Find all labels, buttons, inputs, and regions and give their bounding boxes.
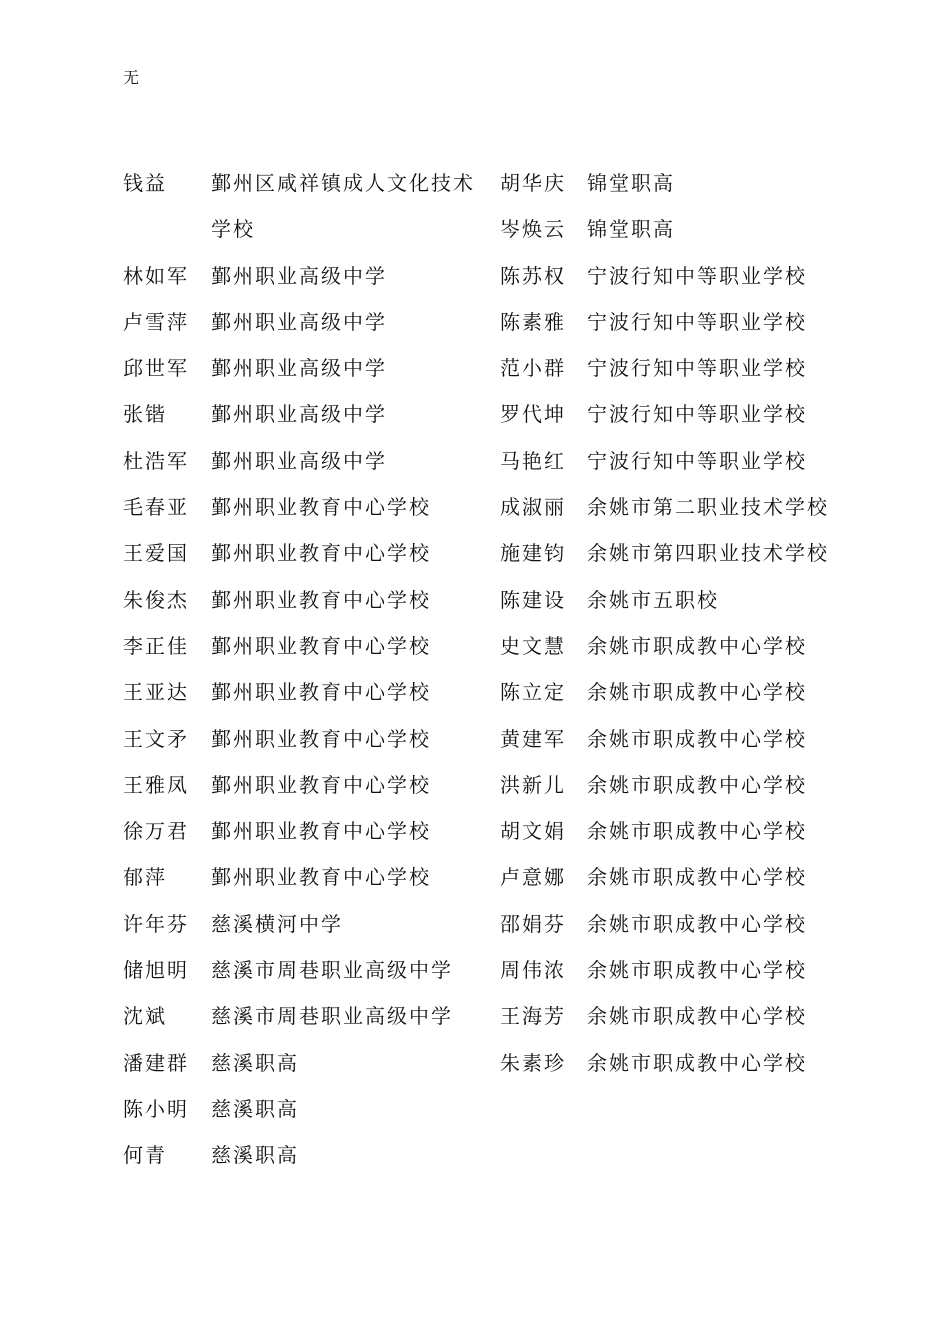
school-name: 余姚市职成教中心学校 [587, 1004, 807, 1029]
list-item [123, 1086, 483, 1132]
list-item [123, 438, 483, 484]
list-item [500, 438, 830, 484]
person-name: 王爱国 [123, 541, 189, 566]
list-item [500, 854, 830, 900]
school-name: 宁波行知中等职业学校 [587, 263, 807, 288]
person-name: 马艳红 [500, 448, 566, 473]
person-name: 胡文娟 [500, 819, 566, 844]
person-name: 张锴 [123, 402, 167, 427]
school-name: 鄞州职业高级中学 [211, 356, 387, 381]
list-item [500, 484, 830, 530]
list-item [123, 947, 483, 993]
school-name: 鄞州职业教育中心学校 [211, 865, 431, 890]
school-name: 慈溪职高 [211, 1096, 299, 1121]
school-name: 鄞州职业教育中心学校 [211, 819, 431, 844]
school-name: 余姚市第四职业技术学校 [587, 541, 829, 566]
person-name: 陈苏权 [500, 263, 566, 288]
person-name: 朱素珍 [500, 1050, 566, 1075]
person-name: 王亚达 [123, 680, 189, 705]
school-name: 慈溪职高 [211, 1143, 299, 1168]
person-name: 杜浩军 [123, 448, 189, 473]
person-name: 史文慧 [500, 633, 566, 658]
school-name: 鄞州职业教育中心学校 [211, 587, 431, 612]
list-item [123, 530, 483, 576]
school-name: 鄞州职业教育中心学校 [211, 541, 431, 566]
list-item [123, 762, 483, 808]
school-name: 余姚市职成教中心学校 [587, 772, 807, 797]
list-item [500, 299, 830, 345]
person-name: 岑焕云 [500, 217, 566, 242]
school-name: 宁波行知中等职业学校 [587, 448, 807, 473]
person-name: 王文矛 [123, 726, 189, 751]
list-item [500, 206, 830, 252]
person-name: 陈立定 [500, 680, 566, 705]
person-name: 徐万君 [123, 819, 189, 844]
person-name: 邵娟芬 [500, 911, 566, 936]
person-name: 范小群 [500, 356, 566, 381]
list-item [123, 669, 483, 715]
school-name: 锦堂职高 [587, 171, 675, 195]
person-name: 朱俊杰 [123, 587, 189, 612]
list-item [123, 253, 483, 299]
school-name: 余姚市职成教中心学校 [587, 911, 807, 936]
school-name: 宁波行知中等职业学校 [587, 402, 807, 427]
school-name: 余姚市职成教中心学校 [587, 958, 807, 983]
list-item [500, 160, 830, 206]
person-name: 周伟浓 [500, 958, 566, 983]
school-name: 宁波行知中等职业学校 [587, 356, 807, 381]
list-item [123, 345, 483, 391]
school-name: 慈溪市周巷职业高级中学 [211, 1004, 453, 1029]
person-name: 陈建设 [500, 587, 566, 612]
list-item [123, 577, 483, 623]
school-name: 余姚市职成教中心学校 [587, 726, 807, 751]
person-name: 毛春亚 [123, 495, 189, 520]
list-item [123, 391, 483, 437]
list-item [123, 1040, 483, 1086]
list-item [123, 484, 483, 530]
list-item [500, 253, 830, 299]
person-name: 胡华庆 [500, 171, 566, 195]
school-name: 鄞州职业教育中心学校 [211, 726, 431, 751]
person-name: 卢意娜 [500, 865, 566, 890]
school-name: 慈溪职高 [211, 1050, 299, 1075]
school-name: 鄞州职业高级中学 [211, 448, 387, 473]
person-name: 许年芬 [123, 911, 189, 936]
school-name: 余姚市五职校 [587, 587, 719, 612]
list-item [123, 808, 483, 854]
list-item [123, 299, 483, 345]
person-name: 林如军 [123, 263, 189, 288]
list-item [500, 1040, 830, 1086]
school-name: 鄞州职业高级中学 [211, 263, 387, 288]
person-name: 邱世军 [123, 356, 189, 381]
school-name: 宁波行知中等职业学校 [587, 309, 807, 334]
school-name: 鄞州职业高级中学 [211, 309, 387, 334]
list-item [500, 530, 830, 576]
person-name: 何青 [123, 1143, 167, 1168]
school-name: 余姚市职成教中心学校 [587, 680, 807, 705]
list-item [123, 993, 483, 1039]
list-item [500, 947, 830, 993]
person-name: 郁萍 [123, 865, 167, 890]
school-name: 鄞州职业教育中心学校 [211, 772, 431, 797]
list-item [500, 345, 830, 391]
school-name: 余姚市职成教中心学校 [587, 633, 807, 658]
person-name: 王海芳 [500, 1004, 566, 1029]
person-name: 洪新儿 [500, 772, 566, 797]
person-name: 沈斌 [123, 1004, 167, 1029]
list-item [500, 669, 830, 715]
person-name: 黄建军 [500, 726, 566, 751]
person-name: 施建钧 [500, 541, 566, 566]
school-name: 慈溪市周巷职业高级中学 [211, 958, 453, 983]
list-item [123, 716, 483, 762]
school-name: 锦堂职高 [587, 217, 675, 242]
person-name: 陈素雅 [500, 309, 566, 334]
school-name: 鄞州区咸祥镇成人文化技术学校 [211, 171, 475, 242]
list-item [500, 762, 830, 808]
list-item [500, 623, 830, 669]
person-name: 李正佳 [123, 633, 189, 658]
list-item [123, 1132, 483, 1178]
person-name: 储旭明 [123, 958, 189, 983]
school-name: 余姚市第二职业技术学校 [587, 495, 829, 520]
list-item [123, 160, 483, 253]
school-name: 鄞州职业教育中心学校 [211, 495, 431, 520]
left-column-list [123, 160, 483, 1179]
list-item [500, 993, 830, 1039]
person-name: 王雅凤 [123, 772, 189, 797]
list-item [500, 901, 830, 947]
school-name: 慈溪横河中学 [211, 911, 343, 936]
list-item [123, 854, 483, 900]
school-name: 余姚市职成教中心学校 [587, 1050, 807, 1075]
person-name: 成淑丽 [500, 495, 566, 520]
list-item [123, 623, 483, 669]
page-header: 无 [123, 68, 140, 87]
person-name: 陈小明 [123, 1096, 189, 1121]
list-item [123, 901, 483, 947]
school-name: 鄞州职业教育中心学校 [211, 633, 431, 658]
school-name: 余姚市职成教中心学校 [587, 865, 807, 890]
school-name: 余姚市职成教中心学校 [587, 819, 807, 844]
person-name: 钱益 [123, 171, 167, 195]
list-item [500, 808, 830, 854]
right-column-list [500, 160, 830, 1086]
person-name: 卢雪萍 [123, 309, 189, 334]
list-item [500, 716, 830, 762]
school-name: 鄞州职业教育中心学校 [211, 680, 431, 705]
list-item [500, 391, 830, 437]
person-name: 潘建群 [123, 1050, 189, 1075]
list-item [500, 577, 830, 623]
school-name: 鄞州职业高级中学 [211, 402, 387, 427]
person-name: 罗代坤 [500, 402, 566, 427]
